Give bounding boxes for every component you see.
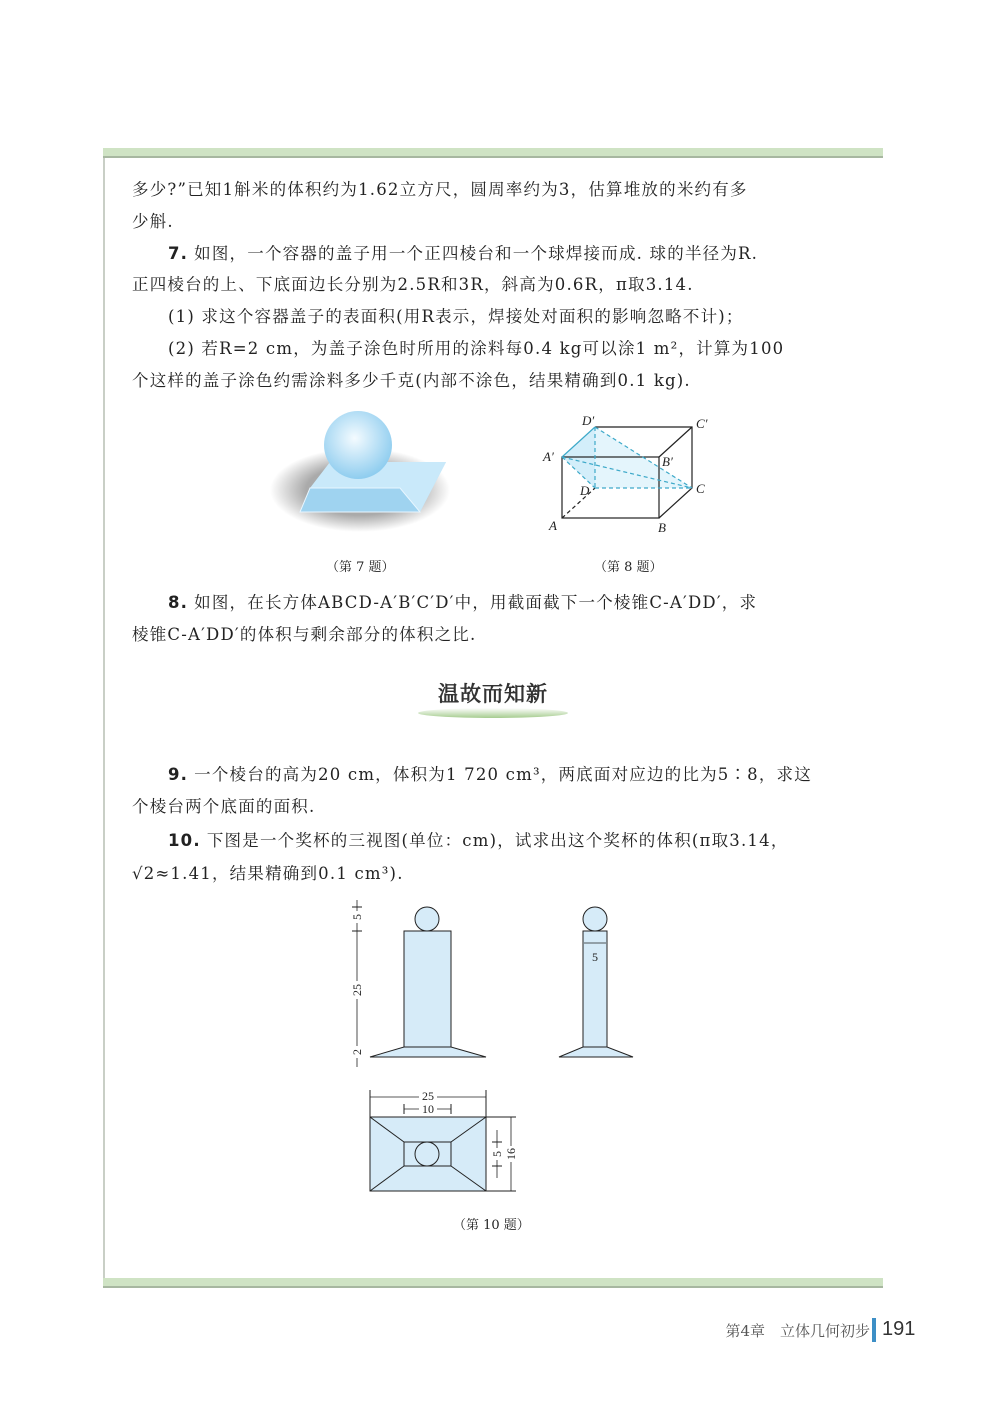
label-c: C <box>696 481 705 496</box>
q10-text: 下图是一个奖杯的三视图(单位：cm)，试求出这个奖杯的体积(π取3.14， <box>206 831 789 850</box>
q9-number: 9. <box>168 765 189 784</box>
dim-top-width: 25 <box>422 1089 434 1103</box>
heading-swoosh <box>418 708 568 718</box>
label-a: A <box>549 518 557 533</box>
figure-7-container-lid <box>270 411 450 532</box>
q7-sub2: (2) 若R=2 cm，为盖子涂色时所用的涂料每0.4 kg可以涂1 m²，计算为100 <box>168 339 785 358</box>
prev-question-line: 多少?”已知1斛米的体积约为1.62立方尺，圆周率约为3，估算堆放的米约有多 <box>132 180 748 199</box>
section-title: 温故而知新 <box>438 682 548 706</box>
dim-inner-depth: 5 <box>490 1151 504 1157</box>
figure-10-caption: （第 10 题） <box>453 1218 530 1233</box>
q7-sub2-cont: 个这样的盖子涂色约需涂料多少千克(内部不涂色，结果精确到0.1 kg). <box>132 371 691 390</box>
q8-line: 棱锥C-A′DD′的体积与剩余部分的体积之比. <box>132 625 477 644</box>
q9-line <box>168 761 812 785</box>
q9-line: 个棱台两个底面的面积. <box>132 797 316 816</box>
sphere <box>324 411 392 479</box>
label-d-prime: D′ <box>582 413 595 428</box>
dim-body: 25 <box>350 984 364 996</box>
q10-line <box>168 827 789 851</box>
q7-line: 正四棱台的上、下底面边长分别为2.5R和3R，斜高为0.6R，π取3.14. <box>132 275 694 294</box>
q7-text: 如图，一个容器的盖子用一个正四棱台和一个球焊接而成. 球的半径为R. <box>194 244 759 263</box>
q8-text: 如图，在长方体ABCD-A′B′C′D′中，用截面截下一个棱锥C-A′DD′，求 <box>194 593 758 612</box>
label-b: B <box>658 520 666 535</box>
frustum-side <box>300 488 420 512</box>
dim-inner-width: 10 <box>422 1102 434 1116</box>
page-number: 191 <box>882 1318 916 1340</box>
q7-sub1: (1) 求这个容器盖子的表面积(用R表示，焊接处对面积的影响忽略不计)； <box>168 307 744 326</box>
figure-10-trophy-views <box>352 900 633 1191</box>
dim-sphere: 5 <box>350 914 364 920</box>
footer-divider <box>872 1318 876 1342</box>
q10-line: √2≈1.41，结果精确到0.1 cm³). <box>132 864 404 883</box>
label-d: D <box>580 483 590 498</box>
q7-number: 7. <box>168 244 189 263</box>
figure-7-caption: （第 7 题） <box>326 560 395 575</box>
chapter-title: 第4章 立体几何初步 <box>725 1322 870 1340</box>
q10-number: 10. <box>168 831 201 850</box>
section-heading <box>418 678 568 718</box>
prev-question-line: 少斛. <box>132 212 174 231</box>
q9-text: 一个棱台的高为20 cm，体积为1 720 cm³，两底面对应边的比为5∶8，求这 <box>194 765 812 784</box>
q8-number: 8. <box>168 593 189 612</box>
dim-base: 2 <box>350 1049 364 1055</box>
figure-8-cuboid <box>562 427 692 518</box>
dim-side-width: 5 <box>592 950 598 964</box>
q8-line <box>168 589 757 613</box>
label-c-prime: C′ <box>696 416 708 431</box>
figure-8-caption: （第 8 题） <box>594 560 663 575</box>
label-b-prime: B′ <box>662 454 673 469</box>
label-a-prime: A′ <box>543 449 554 464</box>
dim-top-depth: 16 <box>504 1148 518 1160</box>
